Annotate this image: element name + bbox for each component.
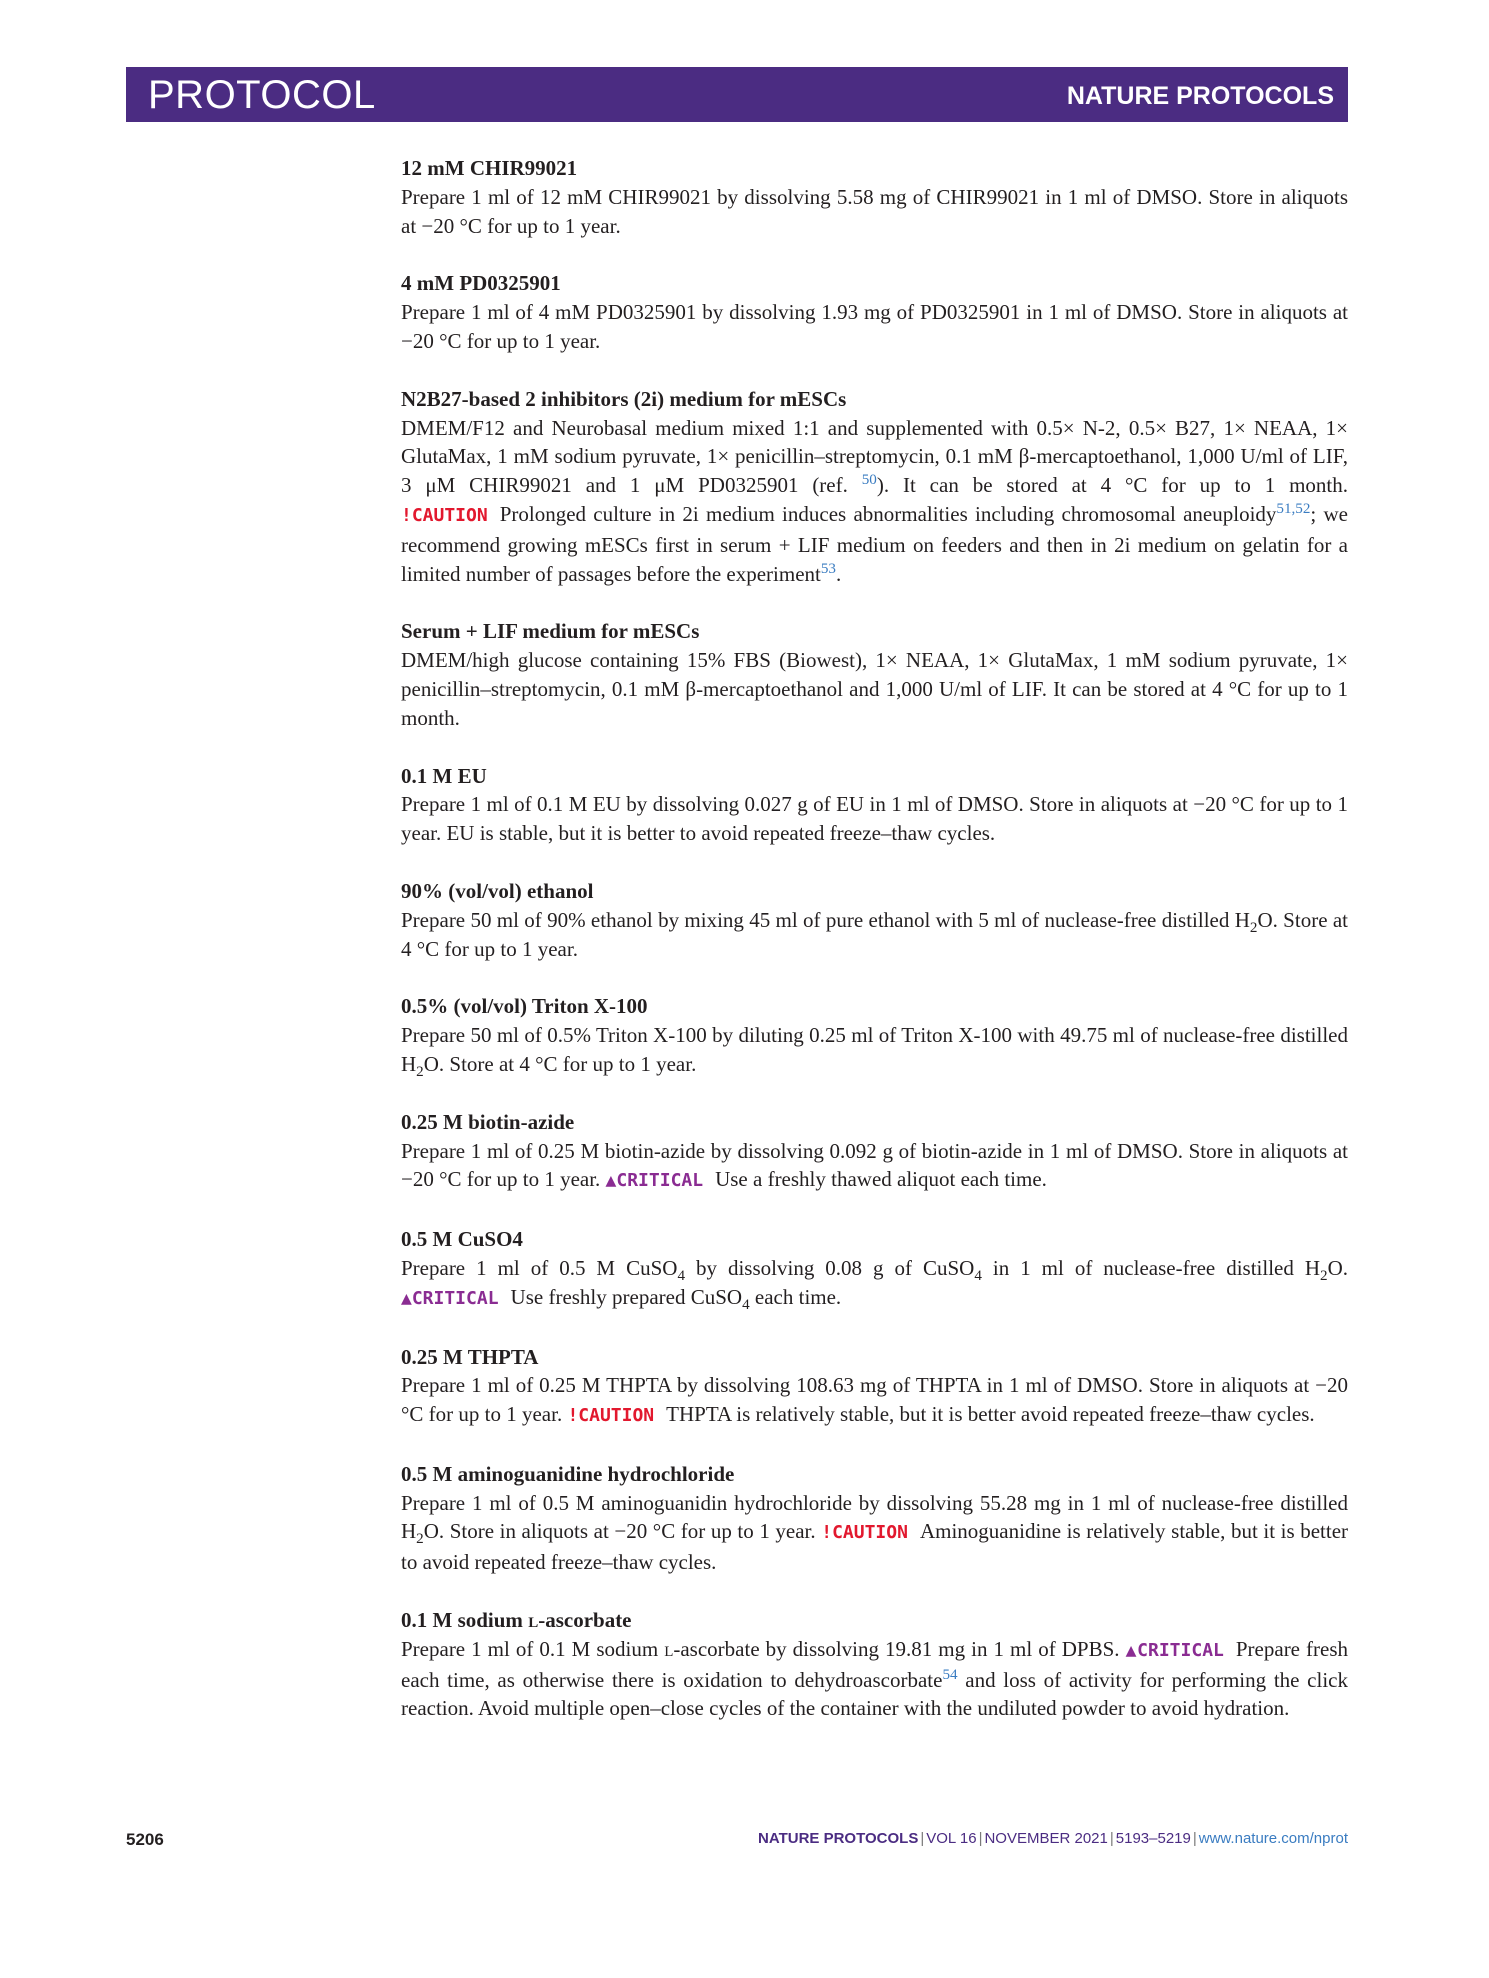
reference-link[interactable]: 54 bbox=[942, 1666, 958, 1683]
body-text: ). It can be stored at 4 °C for up to 1 month. bbox=[876, 473, 1348, 498]
body-text: Prepare 1 ml of 0.5 M CuSO bbox=[401, 1255, 678, 1280]
body-text: O. Store at 4 °C for up to 1 year. bbox=[423, 1051, 697, 1076]
critical-text: Prepare fresh each time, as otherwise there is oxidation to dehydroascorbate bbox=[401, 1636, 1349, 1692]
body-text: O. Store in aliquots at −20 °C for up to 1 year. bbox=[423, 1519, 816, 1544]
header-bar bbox=[126, 67, 1348, 122]
footer-citation bbox=[758, 1830, 1348, 1847]
body-text: Prepare 1 ml of 12 mM CHIR99021 by dissolving 5.58 mg of CHIR99021 in 1 ml of DMSO. Store in aliquots at −20 °C for up to 1 year. bbox=[401, 184, 1348, 238]
critical-text: each time. bbox=[749, 1284, 842, 1309]
title-text: 0.1 M sodium bbox=[401, 1608, 529, 1633]
section-eu bbox=[401, 762, 1348, 848]
page-number: 5206 bbox=[126, 1830, 164, 1849]
caution-flag: !CAUTION bbox=[401, 504, 488, 526]
section-cuso4 bbox=[401, 1225, 1348, 1313]
section-title: 4 mM PD0325901 bbox=[401, 271, 561, 296]
section-body bbox=[401, 1635, 1348, 1723]
section-body bbox=[401, 646, 1348, 732]
body-text: Prepare 1 ml of 0.5 M aminoguanidin hydrochloride by dissolving 55.28 mg in 1 ml of nuclease-free distilled H bbox=[401, 1490, 1348, 1544]
body-text: DMEM/F12 and Neurobasal medium mixed 1:1 and supplemented with 0.5× N-2, 0.5× B27, 1× NEAA, 1× GlutaMax, 1 mM sodium pyruvate, 1× penicillin–streptomycin, 0.1 mM β-mercaptoethanol, 1,000 U/ml of LIF, 3 μM CHIR99021 and 1 μM PD0325901 (ref. bbox=[401, 415, 1348, 498]
section-body bbox=[401, 1254, 1348, 1314]
section-n2b27-medium bbox=[401, 385, 1348, 589]
reference-link[interactable]: 51,52 bbox=[1276, 500, 1311, 517]
section-title: 0.5 M CuSO4 bbox=[401, 1227, 523, 1252]
footer-journal: NATURE PROTOCOLS bbox=[758, 1830, 919, 1847]
section-body bbox=[401, 183, 1348, 241]
subscript: 2 bbox=[1249, 919, 1258, 936]
body-text: by dissolving 0.08 g of CuSO bbox=[685, 1255, 975, 1280]
section-title bbox=[401, 1606, 1348, 1635]
section-body bbox=[401, 1137, 1348, 1197]
footer-separator: | bbox=[978, 1830, 983, 1847]
critical-flag: ▲CRITICAL bbox=[605, 1170, 704, 1192]
section-title: 0.5 M aminoguanidine hydrochloride bbox=[401, 1461, 735, 1486]
body-text: Prepare 1 ml of 0.1 M sodium bbox=[401, 1636, 665, 1661]
article-content bbox=[401, 154, 1348, 1752]
footer-separator: | bbox=[920, 1830, 925, 1847]
header-protocol-label: PROTOCOL bbox=[148, 73, 376, 117]
footer-url-link[interactable]: www.nature.com/nprot bbox=[1198, 1830, 1348, 1847]
critical-flag: ▲CRITICAL bbox=[401, 1287, 499, 1309]
subscript: 4 bbox=[974, 1268, 982, 1285]
header-journal-name: NATURE PROTOCOLS bbox=[1066, 82, 1334, 110]
section-body bbox=[401, 906, 1348, 964]
section-body bbox=[401, 1489, 1348, 1577]
section-thpta bbox=[401, 1343, 1348, 1431]
title-text: -ascorbate bbox=[538, 1608, 632, 1633]
critical-text: Use a freshly thawed aliquot each time. bbox=[715, 1167, 1047, 1192]
reference-link[interactable]: 53 bbox=[820, 560, 836, 577]
section-title: 0.5% (vol/vol) Triton X-100 bbox=[401, 994, 648, 1019]
section-serum-lif-medium bbox=[401, 617, 1348, 732]
critical-flag: ▲CRITICAL bbox=[1125, 1639, 1224, 1661]
caution-text: THPTA is relatively stable, but it is better avoid repeated freeze–thaw cycles. bbox=[666, 1402, 1315, 1427]
subscript: 4 bbox=[742, 1296, 750, 1313]
section-ethanol bbox=[401, 877, 1348, 963]
critical-text: Use freshly prepared CuSO bbox=[510, 1284, 743, 1309]
caution-flag: !CAUTION bbox=[821, 1522, 908, 1544]
section-triton bbox=[401, 992, 1348, 1081]
section-body bbox=[401, 1371, 1348, 1431]
body-text: . bbox=[835, 561, 842, 586]
subscript: 2 bbox=[416, 1531, 424, 1548]
caution-text: Prolonged culture in 2i medium induces abnormalities including chromosomal aneuploidy bbox=[499, 501, 1277, 526]
body-text: Prepare 1 ml of 0.25 M biotin-azide by dissolving 0.092 g of biotin-azide in 1 ml of DMSO. Store in aliquots at −20 °C for up to 1 year. bbox=[401, 1138, 1348, 1192]
body-text: Prepare 1 ml of 4 mM PD0325901 by dissolving 1.93 mg of PD0325901 in 1 ml of DMSO. Store in aliquots at −20 °C for up to 1 year. bbox=[401, 300, 1348, 353]
subscript: 4 bbox=[677, 1268, 686, 1285]
footer-separator: | bbox=[1192, 1830, 1197, 1847]
section-sodium-ascorbate bbox=[401, 1606, 1348, 1723]
body-text: O. Store at 4 °C for up to 1 year. bbox=[401, 907, 1348, 961]
body-text: -ascorbate by dissolving 19.81 mg in 1 ml of DPBS. bbox=[673, 1636, 1120, 1661]
reference-link[interactable]: 50 bbox=[861, 472, 877, 489]
section-aminoguanidine bbox=[401, 1460, 1348, 1577]
section-chir99021 bbox=[401, 154, 1348, 240]
caution-text: ; we recommend growing mESCs first in serum + LIF medium on feeders and then in 2i medium on gelatin for a limited number of passages before the experiment bbox=[401, 501, 1348, 586]
caution-text: Aminoguanidine is relatively stable, but it is better to avoid repeated freeze–thaw cycles. bbox=[401, 1519, 1349, 1575]
body-text: l bbox=[664, 1636, 674, 1661]
section-body bbox=[401, 414, 1348, 589]
footer-volume: VOL 16 bbox=[926, 1830, 977, 1847]
title-text: l bbox=[528, 1608, 539, 1633]
body-text: Prepare 50 ml of 0.5% Triton X-100 by diluting 0.25 ml of Triton X-100 with 49.75 ml of nuclease-free distilled H bbox=[401, 1023, 1348, 1076]
section-title: 0.25 M biotin-azide bbox=[401, 1109, 575, 1134]
section-body bbox=[401, 298, 1348, 356]
footer-separator: | bbox=[1109, 1830, 1114, 1847]
footer-pages: 5193–5219 bbox=[1115, 1830, 1191, 1847]
section-biotin-azide bbox=[401, 1108, 1348, 1196]
section-pd0325901 bbox=[401, 269, 1348, 355]
body-text: in 1 ml of nuclease-free distilled H bbox=[981, 1255, 1321, 1280]
body-text: Prepare 50 ml of 90% ethanol by mixing 45 ml of pure ethanol with 5 ml of nuclease-free distilled H bbox=[401, 907, 1250, 932]
subscript: 2 bbox=[1320, 1268, 1328, 1285]
section-title: Serum + LIF medium for mESCs bbox=[401, 619, 700, 644]
section-title: 90% (vol/vol) ethanol bbox=[401, 878, 594, 903]
section-title: 0.1 M EU bbox=[401, 763, 487, 788]
body-text: Prepare 1 ml of 0.25 M THPTA by dissolving 108.63 mg of THPTA in 1 ml of DMSO. Store in aliquots at −20 °C for up to 1 year. bbox=[401, 1373, 1348, 1427]
caution-flag: !CAUTION bbox=[567, 1405, 655, 1427]
footer-issue: NOVEMBER 2021 bbox=[984, 1830, 1108, 1847]
subscript: 2 bbox=[416, 1064, 424, 1081]
critical-text: and loss of activity for performing the click reaction. Avoid multiple open–close cycles of the container with the undiluted powder to avoid hydration. bbox=[401, 1667, 1348, 1721]
section-body bbox=[401, 790, 1348, 848]
body-text: Prepare 1 ml of 0.1 M EU by dissolving 0.027 g of EU in 1 ml of DMSO. Store in aliquots at −20 °C for up to 1 year. EU is stable, but it is better to avoid repeated freeze–thaw cycles. bbox=[401, 792, 1348, 846]
body-text: O. bbox=[1327, 1255, 1348, 1280]
section-body bbox=[401, 1021, 1348, 1079]
body-text: DMEM/high glucose containing 15% FBS (Biowest), 1× NEAA, 1× GlutaMax, 1 mM sodium pyruvate, 1× penicillin–streptomycin, 0.1 mM β-mercaptoethanol and 1,000 U/ml of LIF. It can be stored at 4 °C for up to 1 month. bbox=[401, 648, 1348, 730]
section-title: 0.25 M THPTA bbox=[401, 1344, 539, 1369]
section-title: N2B27-based 2 inhibitors (2i) medium for mESCs bbox=[401, 386, 847, 411]
section-title: 12 mM CHIR99021 bbox=[401, 156, 578, 180]
